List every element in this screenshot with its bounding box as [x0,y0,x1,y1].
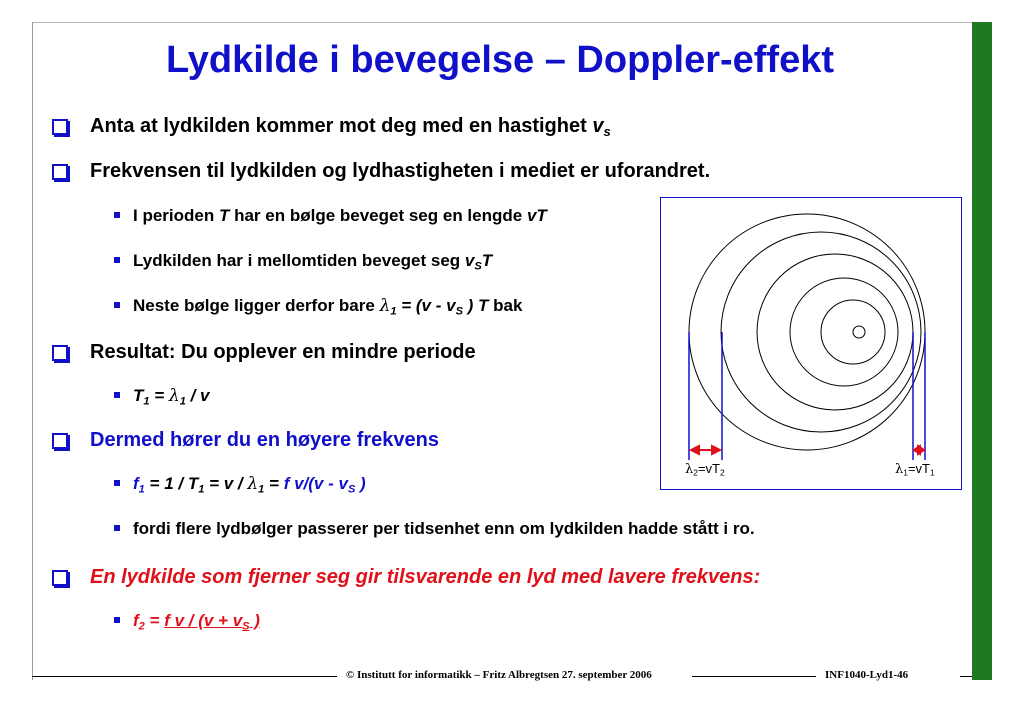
bullet-1-text: Anta at lydkilden kommer mot deg med en hastighet [90,115,593,137]
checkbox-bullet-icon [52,164,68,180]
wavefront-circle [757,254,913,410]
square-bullet-icon [114,617,120,623]
sub-3-close: ) T [462,296,489,315]
lambda-symbol: λ [168,386,180,406]
sub-2-T: T [481,251,493,270]
sub-3-subS: S [455,305,463,318]
checkbox-bullet-icon [52,433,68,449]
sub-4-sub2: 1 [179,395,186,408]
square-bullet-icon [114,302,120,308]
sub-bullet-2 [133,250,492,277]
arrow-head-icon [712,446,720,454]
sub-3-text: Neste bølge ligger derfor bare [133,296,380,315]
sub-5-eq1: = 1 / T [144,474,199,493]
sub-2-sub: S [474,260,482,273]
checkbox-bullet-icon [52,119,68,135]
sub-4-sub1: 1 [143,395,150,408]
lambda1-eq: =vT [907,461,930,476]
doppler-circles-diagram [661,198,961,489]
lambda1-sub2: 1 [930,467,935,478]
sub-4-eq: = [149,386,169,405]
sub-4-end: / v [185,386,210,405]
sub-5-sub2: 1 [198,483,205,496]
bullet-3: Resultat: Du opplever en mindre periode [90,341,476,363]
footer-copyright: © Institutt for informatikk – Fritz Albregtsen 27. september 2006 [346,669,652,681]
sub-3-eq: = (v - v [396,296,456,315]
sub-bullet-7 [133,610,260,637]
lambda2-sub: 2 [693,467,698,478]
square-bullet-icon [114,257,120,263]
sub-2-v: v [464,251,475,270]
arrow-head-icon [918,446,924,454]
lambda1-label [895,461,935,478]
sub-5-f: f [133,474,139,493]
lambda2-label [685,461,725,478]
sub-1-text-a: I perioden [133,206,219,225]
sub-4-T: T [133,386,144,405]
bullet-5: En lydkilde som fjerner seg gir tilsvarende en lyd med lavere frekvens: [90,566,761,588]
sound-source-circle [853,326,865,338]
lambda2-sub2: 2 [720,467,725,478]
lambda2-eq: =vT [697,461,720,476]
bullet-1 [90,113,611,145]
slide-title: Lydkilde i bevegelse – Doppler-effekt [165,39,835,81]
lambda-symbol: λ [895,462,904,477]
bullet-2: Frekvensen til lydkilden og lydhastigheten i mediet er uforandret. [90,160,711,182]
square-bullet-icon [114,392,120,398]
sub-5-sub1: 1 [138,483,145,496]
sub-bullet-4 [133,385,209,412]
sub-5-close: ) [355,474,366,493]
bullet-1-var: v [592,115,604,137]
sub-1-text-b: har en bølge beveget seg en lengde [229,206,527,225]
slide-frame-top [32,22,972,23]
footer-rule-right [960,676,972,677]
checkbox-bullet-icon [52,345,68,361]
sub-5-formula: f v/(v - v [283,474,348,493]
footer-page-id: INF1040-Lyd1-46 [825,669,909,681]
sub-7-f: f [133,611,139,630]
green-side-bar [972,22,992,680]
lambda-symbol: λ [247,474,259,494]
lambda1-sub: 1 [903,467,908,478]
sub-7-close: ) [249,611,260,630]
sub-1-T: T [218,206,230,225]
footer-rule-left [32,676,337,677]
square-bullet-icon [114,480,120,486]
sub-7-sub: 2 [138,620,145,633]
sub-7-formula: f v / (v + v [164,611,243,630]
footer-rule-middle [692,676,816,677]
lambda-symbol: λ [379,296,391,316]
sub-bullet-3 [133,295,522,322]
bullet-1-sub: s [603,123,611,139]
sub-1-vT: vT [526,206,547,225]
sub-bullet-1 [133,205,547,227]
sub-5-subS: S [347,483,356,496]
square-bullet-icon [114,525,120,531]
slide-frame-left [32,22,33,680]
sub-5-sub3: 1 [258,483,265,496]
checkbox-bullet-icon [52,570,68,586]
wavefront-circle [689,214,925,450]
sub-3-end: bak [488,296,523,315]
bullet-4: Dermed hører du en høyere frekvens [90,429,440,451]
sub-bullet-6: fordi flere lydbølger passerer per tidsenhet enn om lydkilden hadde stått i ro. [133,519,755,538]
sub-3-sub1: 1 [390,305,397,318]
sub-bullet-5 [133,473,366,500]
sub-7-subS: S [242,620,250,633]
sub-5-eq3: = [264,474,284,493]
lambda-symbol: λ [685,462,694,477]
wavefront-circle [790,278,898,386]
doppler-figure [660,197,962,490]
arrow-head-icon [691,446,699,454]
sub-2-text: Lydkilden har i mellomtiden beveget seg [133,251,465,270]
sub-7-eq: = [144,611,165,630]
sub-5-eq2: = v / [204,474,248,493]
square-bullet-icon [114,212,120,218]
